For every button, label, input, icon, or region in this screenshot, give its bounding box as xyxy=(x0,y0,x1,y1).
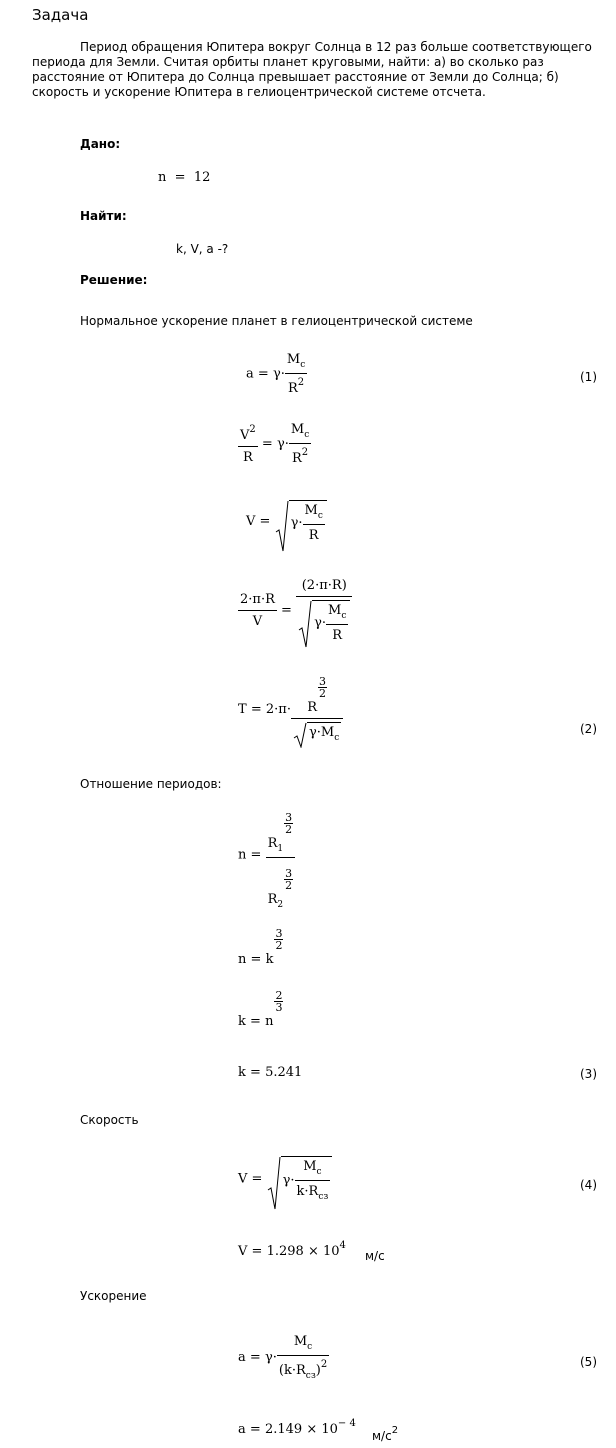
page-title: Задача xyxy=(32,6,89,24)
equation-k-n: k = n $\frac{2}{3}$ xyxy=(238,989,283,1029)
equation-n-k: n = k $\frac{3}{2}$ xyxy=(238,927,283,967)
given-label: Дано: xyxy=(80,137,121,151)
find-label: Найти: xyxy=(80,209,127,223)
equation-number-4: (4) xyxy=(580,1178,597,1192)
ratio-text: Отношение периодов: xyxy=(80,777,222,791)
equation-number-2: (2) xyxy=(580,722,597,736)
solution-label: Решение: xyxy=(80,273,148,287)
intro-text: Нормальное ускорение планет в гелиоцентрической системе xyxy=(80,314,473,328)
equation-number-1: (1) xyxy=(580,370,597,384)
equation-centripetal: $\frac{V^2}{R}$ = γ· $\frac{M_c}{R^2}$ xyxy=(240,422,310,466)
acceleration-result: $a = 2.149 \times 10^{- 4}$ xyxy=(238,1418,356,1437)
given-n: n = 12 xyxy=(158,170,211,185)
equation-1: a = γ· $\frac{M_c}{R^2}$ xyxy=(246,352,306,396)
equation-n-ratio: n = $R_1$ $\frac{3}{2}$ $R_2$ $\frac{3}{2}$ xyxy=(238,800,295,910)
velocity-unit: м/с xyxy=(365,1249,385,1263)
problem-statement: Период обращения Юпитера вокруг Солнца в 12 раз больше соответствующего периода для Земли. Считая орбиты планет круговыми, найти: а) во сколько раз расстояние от Юпитера до Солнца превышает расстояние от Земли до Солнца; б) скорость и ускорение Юпитера в гелиоцентрической системе отсчета. xyxy=(32,40,592,99)
equation-period-ratio: $\frac{2\cdot\pi\cdot R}{V}$ = (2·π·R) γ· $\frac{M_c}{R}$ xyxy=(238,578,352,643)
acceleration-unit: $м/с^2$ xyxy=(372,1425,399,1443)
find-text: k, V, a -? xyxy=(176,242,229,256)
equation-3: k = 5.241 xyxy=(238,1065,303,1080)
equation-5: a = γ· $\frac{M_c}{(k\cdot R_{сз})^2}$ xyxy=(238,1334,328,1381)
equation-velocity: V = γ· $\frac{M_c}{R}$ xyxy=(246,500,327,543)
equation-2: T = 2·π· R $\frac{3}{2}$ $\gamma\cdot M_c$ xyxy=(238,676,343,743)
equation-4: V = γ· $\frac{M_c}{k\cdot R_{сз}}$ xyxy=(238,1156,332,1202)
accel-text: Ускорение xyxy=(80,1289,147,1303)
speed-text: Скорость xyxy=(80,1113,139,1127)
equation-number-3: (3) xyxy=(580,1067,597,1081)
velocity-result: $V = 1.298 \times 10^4$ xyxy=(238,1240,346,1259)
equation-number-5: (5) xyxy=(580,1355,597,1369)
